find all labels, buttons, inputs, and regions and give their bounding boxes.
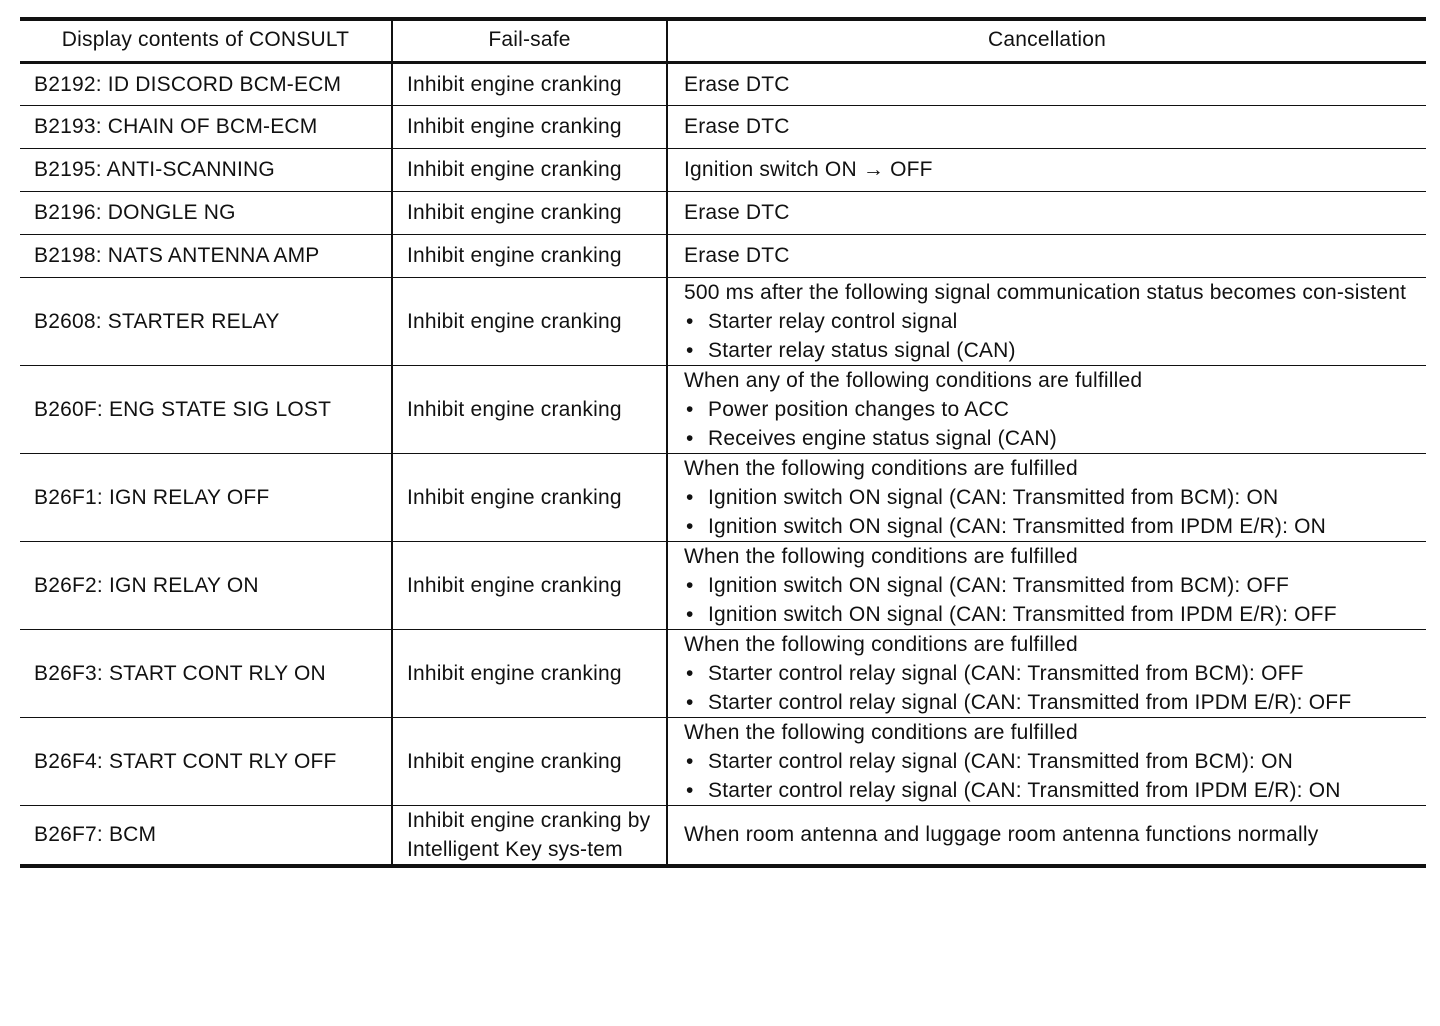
cancellation-content: [684, 70, 1412, 99]
cell-fail-safe: Inhibit engine cranking: [392, 541, 667, 629]
cell-display-contents: B26F2: IGN RELAY ON: [20, 541, 392, 629]
bullet-text: Ignition switch ON signal (CAN: Transmitted from IPDM E/R): ON: [708, 514, 1327, 538]
cell-fail-safe: Inhibit engine cranking: [392, 277, 667, 365]
bullet-text: Ignition switch ON signal (CAN: Transmitted from IPDM E/R): OFF: [708, 602, 1337, 626]
cell-fail-safe: Inhibit engine cranking: [392, 365, 667, 453]
cancellation-content: [684, 366, 1412, 453]
cell-cancellation: [667, 62, 1426, 105]
cancellation-bullet: [684, 424, 1412, 453]
cell-fail-safe: Inhibit engine cranking: [392, 191, 667, 234]
cell-display-contents: B2608: STARTER RELAY: [20, 277, 392, 365]
bullet-dot-icon: •: [686, 514, 694, 538]
cell-cancellation: [667, 234, 1426, 277]
cell-cancellation: [667, 277, 1426, 365]
cell-fail-safe: Inhibit engine cranking: [392, 62, 667, 105]
cancellation-content: [684, 820, 1412, 849]
bullet-dot-icon: •: [686, 749, 694, 773]
cell-display-contents: B260F: ENG STATE SIG LOST: [20, 365, 392, 453]
bullet-text: Starter control relay signal (CAN: Transmitted from BCM): OFF: [708, 661, 1304, 685]
bullet-text: Power position changes to ACC: [708, 397, 1010, 421]
table-header: [20, 19, 1426, 62]
cancellation-content: [684, 198, 1412, 227]
cancellation-bullet: [684, 395, 1412, 424]
cell-fail-safe: Inhibit engine cranking by Intelligent Key sys-tem: [392, 805, 667, 866]
cancellation-content: [684, 278, 1412, 365]
cancellation-text: When the following conditions are fulfilled: [684, 720, 1078, 744]
cell-display-contents: B2195: ANTI-SCANNING: [20, 148, 392, 191]
cell-cancellation: [667, 805, 1426, 866]
bullet-text: Starter control relay signal (CAN: Transmitted from IPDM E/R): OFF: [708, 690, 1352, 714]
cancellation-content: [684, 454, 1412, 541]
cell-display-contents: B2192: ID DISCORD BCM-ECM: [20, 62, 392, 105]
header-fail-safe: Fail-safe: [392, 19, 667, 62]
table-row: [20, 191, 1426, 234]
cancellation-bullet: [684, 483, 1412, 512]
cancellation-text: Erase DTC: [684, 72, 790, 96]
bullet-dot-icon: •: [686, 602, 694, 626]
cancellation-content: [684, 630, 1412, 717]
cell-cancellation: [667, 629, 1426, 717]
cancellation-bullet: [684, 307, 1412, 336]
cancellation-content: [684, 241, 1412, 270]
cell-fail-safe: Inhibit engine cranking: [392, 717, 667, 805]
cell-cancellation: [667, 191, 1426, 234]
bullet-text: Starter control relay signal (CAN: Transmitted from IPDM E/R): ON: [708, 778, 1341, 802]
bullet-dot-icon: •: [686, 485, 694, 509]
bullet-text: Ignition switch ON signal (CAN: Transmitted from BCM): ON: [708, 485, 1279, 509]
dtc-failsafe-table: [20, 17, 1426, 868]
cancellation-content: [684, 155, 1412, 184]
bullet-dot-icon: •: [686, 778, 694, 802]
cell-fail-safe: Inhibit engine cranking: [392, 629, 667, 717]
table-row: [20, 62, 1426, 105]
header-cancellation: Cancellation: [667, 19, 1426, 62]
cancellation-text: Erase DTC: [684, 244, 790, 267]
table-row: [20, 629, 1426, 717]
table-row: [20, 805, 1426, 866]
header-row: [20, 19, 1426, 62]
cancellation-text: When the following conditions are fulfilled: [684, 632, 1078, 656]
table-row: [20, 453, 1426, 541]
bullet-dot-icon: •: [686, 397, 694, 421]
cell-display-contents: B2198: NATS ANTENNA AMP: [20, 234, 392, 277]
cancellation-text: 500 ms after the following signal communication status becomes con-sistent: [684, 280, 1407, 304]
cell-fail-safe: Inhibit engine cranking: [392, 453, 667, 541]
table-row: [20, 277, 1426, 365]
table-body: [20, 62, 1426, 866]
bullet-text: Starter relay control signal: [708, 309, 958, 333]
cancellation-bullet: [684, 512, 1412, 541]
cancellation-text: When room antenna and luggage room antenna functions normally: [684, 823, 1319, 846]
cell-fail-safe: Inhibit engine cranking: [392, 148, 667, 191]
cell-cancellation: [667, 541, 1426, 629]
cancellation-content: [684, 112, 1412, 141]
cancellation-content: [684, 542, 1412, 629]
cancellation-bullet: [684, 747, 1412, 776]
bullet-text: Receives engine status signal (CAN): [708, 426, 1057, 450]
cancellation-text: When the following conditions are fulfilled: [684, 544, 1078, 568]
cell-display-contents: B26F4: START CONT RLY OFF: [20, 717, 392, 805]
cancellation-bullet: [684, 688, 1412, 717]
table-row: [20, 105, 1426, 148]
cancellation-bullet: [684, 336, 1412, 365]
bullet-dot-icon: •: [686, 338, 694, 362]
cancellation-content: [684, 718, 1412, 805]
bullet-text: Ignition switch ON signal (CAN: Transmitted from BCM): OFF: [708, 573, 1290, 597]
cell-cancellation: [667, 453, 1426, 541]
cell-cancellation: [667, 148, 1426, 191]
cell-display-contents: B26F3: START CONT RLY ON: [20, 629, 392, 717]
cell-display-contents: B2193: CHAIN OF BCM-ECM: [20, 105, 392, 148]
cell-fail-safe: Inhibit engine cranking: [392, 105, 667, 148]
bullet-dot-icon: •: [686, 426, 694, 450]
cell-cancellation: [667, 105, 1426, 148]
bullet-text: Starter control relay signal (CAN: Transmitted from BCM): ON: [708, 749, 1293, 773]
cancellation-text: Erase DTC: [684, 201, 790, 224]
table-row: [20, 234, 1426, 277]
cell-cancellation: [667, 365, 1426, 453]
cell-display-contents: B26F7: BCM: [20, 805, 392, 866]
cancellation-text: Ignition switch ON → OFF: [684, 158, 933, 181]
bullet-text: Starter relay status signal (CAN): [708, 338, 1016, 362]
cancellation-text: When the following conditions are fulfilled: [684, 456, 1078, 480]
cancellation-bullet: [684, 776, 1412, 805]
cancellation-text: When any of the following conditions are fulfilled: [684, 368, 1143, 392]
bullet-dot-icon: •: [686, 661, 694, 685]
table-row: [20, 365, 1426, 453]
table-row: [20, 717, 1426, 805]
cancellation-bullet: [684, 600, 1412, 629]
cancellation-bullet: [684, 571, 1412, 600]
cell-display-contents: B2196: DONGLE NG: [20, 191, 392, 234]
cell-display-contents: B26F1: IGN RELAY OFF: [20, 453, 392, 541]
cancellation-bullet: [684, 659, 1412, 688]
table-row: [20, 148, 1426, 191]
cancellation-text: Erase DTC: [684, 115, 790, 138]
bullet-dot-icon: •: [686, 690, 694, 714]
bullet-dot-icon: •: [686, 573, 694, 597]
cell-fail-safe: Inhibit engine cranking: [392, 234, 667, 277]
table-row: [20, 541, 1426, 629]
cell-cancellation: [667, 717, 1426, 805]
header-display-contents: Display contents of CONSULT: [20, 19, 392, 62]
bullet-dot-icon: •: [686, 309, 694, 333]
